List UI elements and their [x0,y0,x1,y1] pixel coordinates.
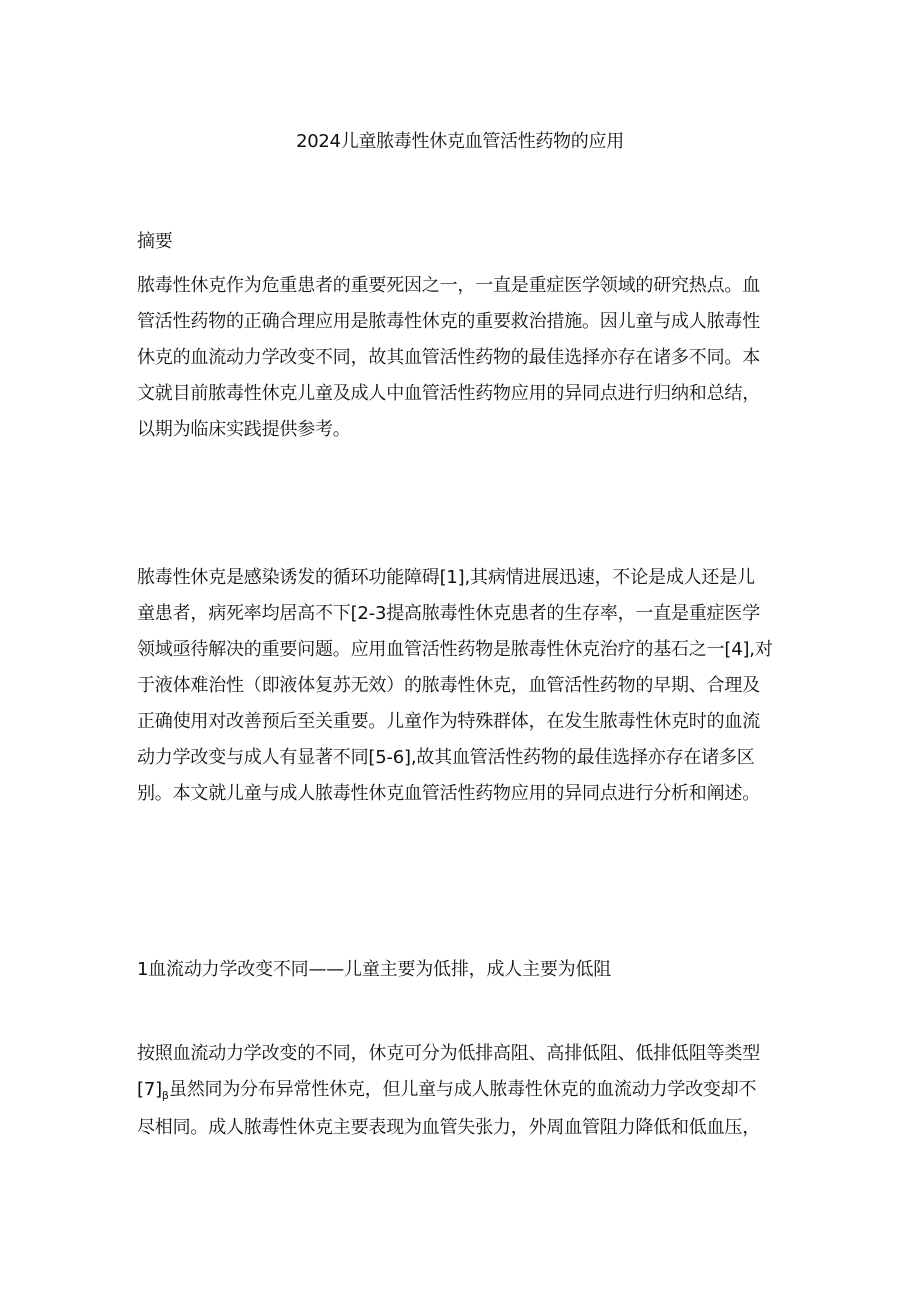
abstract-heading [137,224,797,260]
abstract-line: 以期为临床实践提供参考。 [137,419,351,440]
abstract-heading-text: 摘要 [137,231,173,252]
section1-line [137,1072,797,1110]
document-title: 2024儿童脓毒性休克血管活性药物的应用 [296,131,624,152]
abstract-line: 休克的血流动力学改变不同，故其血管活性药物的最佳选择亦存在诸多不同。本 [137,347,760,368]
section1-line: 按照血流动力学改变的不同，休克可分为低排高阻、高排低阻、低排低阻等类型 [137,1043,760,1064]
subscript-symbol: β [161,1089,169,1102]
citation-ref: [7] [137,1079,162,1100]
abstract-paragraph [137,268,797,448]
intro-line: 正确使用对改善预后至关重要。儿童作为特殊群体，在发生脓毒性休克时的血流 [137,711,760,732]
intro-line: 于液体难治性（即液体复苏无效）的脓毒性休克，血管活性药物的早期、合理及 [137,675,760,696]
abstract-line: 脓毒性休克作为危重患者的重要死因之一，一直是重症医学领域的研究热点。血 [137,275,760,296]
intro-line: 脓毒性休克是感染诱发的循环功能障碍[1],其病情进展迅速，不论是成人还是儿 [137,567,755,588]
section1-heading [137,952,797,988]
section1-paragraph [137,1036,797,1146]
section1-line-text: 虽然同为分布异常性休克，但儿童与成人脓毒性休克的血流动力学改变却不 [168,1079,757,1100]
section1-heading-text: 1血流动力学改变不同——儿童主要为低排，成人主要为低阻 [137,959,612,980]
abstract-line: 管活性药物的正确合理应用是脓毒性休克的重要救治措施。因儿童与成人脓毒性 [137,311,760,332]
intro-line: 动力学改变与成人有显著不同[5-6],故其血管活性药物的最佳选择亦存在诸多区 [137,747,755,768]
section1-line: 尽相同。成人脓毒性休克主要表现为血管失张力，外周血管阻力降低和低血压， [137,1117,760,1138]
intro-line: 领域亟待解决的重要问题。应用血管活性药物是脓毒性休克治疗的基石之一[4],对 [137,639,773,660]
abstract-line: 文就目前脓毒性休克儿童及成人中血管活性药物应用的异同点进行归纳和总结， [137,383,760,404]
intro-line: 童患者，病死率均居高不下[2-3提高脓毒性休克患者的生存率，一直是重症医学 [137,603,761,624]
intro-paragraph [137,560,797,812]
intro-line: 别。本文就儿童与成人脓毒性休克血管活性药物应用的异同点进行分析和阐述。 [137,783,760,804]
